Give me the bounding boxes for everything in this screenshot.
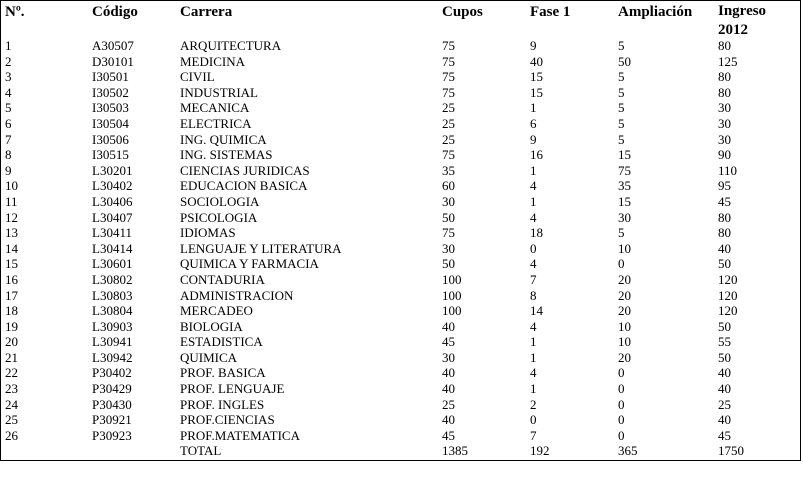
- cell-col-intake: 50: [718, 256, 731, 272]
- cell-col-intake: 80: [718, 69, 731, 85]
- cell-col-phase1: 4: [530, 318, 537, 334]
- cell-col-career: PSICOLOGIA: [180, 209, 258, 225]
- cell-col-code: I30502: [92, 84, 129, 100]
- cell-col-expansion: 20: [618, 287, 631, 303]
- cell-col-expansion: 0: [618, 412, 625, 428]
- cell-col-intake: 30: [718, 131, 731, 147]
- cell-col-career: CONTADURIA: [180, 271, 265, 287]
- cell-col-career: CIENCIAS JURIDICAS: [180, 162, 310, 178]
- cell-col-code: P30429: [92, 381, 132, 397]
- cell-col-career: ING. QUIMICA: [180, 131, 267, 147]
- cell-col-code: L30411: [92, 225, 132, 241]
- cell-col-number: 4: [5, 84, 12, 100]
- total-col-expansion: 365: [618, 443, 638, 459]
- header-col-code: Código: [92, 4, 138, 20]
- cell-col-code: L30804: [92, 303, 133, 319]
- cell-col-expansion: 0: [618, 396, 625, 412]
- cell-col-quota: 75: [442, 38, 455, 53]
- cell-col-phase1: 6: [530, 115, 537, 131]
- cell-col-code: L30803: [92, 287, 133, 303]
- cell-col-intake: 80: [718, 209, 731, 225]
- cell-col-quota: 30: [442, 193, 455, 209]
- cell-col-quota: 25: [442, 100, 455, 116]
- cell-col-intake: 40: [718, 381, 731, 397]
- cell-col-quota: 25: [442, 396, 455, 412]
- cell-col-number: 1: [5, 38, 12, 53]
- cell-col-intake: 80: [718, 38, 731, 53]
- cell-col-quota: 100: [442, 271, 462, 287]
- cell-col-quota: 75: [442, 225, 455, 241]
- cell-col-intake: 125: [718, 53, 738, 69]
- cell-col-phase1: 4: [530, 209, 537, 225]
- cell-col-code: I30504: [92, 115, 129, 131]
- cell-col-career: INDUSTRIAL: [180, 84, 258, 100]
- cell-col-intake: 25: [718, 396, 731, 412]
- cell-col-code: D30101: [92, 53, 134, 69]
- cell-col-phase1: 15: [530, 84, 543, 100]
- cell-col-quota: 50: [442, 209, 455, 225]
- cell-col-expansion: 10: [618, 240, 631, 256]
- cell-col-code: I30501: [92, 69, 129, 85]
- cell-col-expansion: 0: [618, 381, 625, 397]
- cell-col-quota: 40: [442, 318, 455, 334]
- cell-col-code: L30941: [92, 334, 133, 350]
- cell-col-number: 2: [5, 53, 12, 69]
- cell-col-quota: 75: [442, 84, 455, 100]
- cell-col-quota: 45: [442, 427, 455, 443]
- cell-col-intake: 45: [718, 193, 731, 209]
- cell-col-intake: 120: [718, 271, 738, 287]
- cell-col-quota: 40: [442, 365, 455, 381]
- cell-col-expansion: 35: [618, 178, 631, 194]
- cell-col-expansion: 50: [618, 53, 631, 69]
- cell-col-phase1: 16: [530, 147, 543, 163]
- cell-col-code: I30515: [92, 147, 129, 163]
- cell-col-intake: 95: [718, 178, 731, 194]
- cell-col-quota: 25: [442, 131, 455, 147]
- cell-col-career: LENGUAJE Y LITERATURA: [180, 240, 342, 256]
- cell-col-career: ESTADISTICA: [180, 334, 263, 350]
- cell-col-code: I30503: [92, 100, 129, 116]
- cell-col-code: L30942: [92, 349, 133, 365]
- cell-col-phase1: 0: [530, 240, 537, 256]
- cell-col-career: MERCADEO: [180, 303, 253, 319]
- cell-col-code: A30507: [92, 38, 134, 53]
- cell-col-intake: 90: [718, 147, 731, 163]
- cell-col-number: 8: [5, 147, 12, 163]
- cell-col-career: EDUCACION BASICA: [180, 178, 308, 194]
- cell-col-number: 18: [5, 303, 18, 319]
- header-col-quota: Cupos: [442, 4, 483, 20]
- cell-col-career: QUIMICA Y FARMACIA: [180, 256, 319, 272]
- cell-col-phase1: 4: [530, 178, 537, 194]
- cell-col-number: 17: [5, 287, 18, 303]
- cell-col-intake: 50: [718, 349, 731, 365]
- cell-col-expansion: 15: [618, 147, 631, 163]
- cell-col-code: I30506: [92, 131, 129, 147]
- cell-col-number: 5: [5, 100, 12, 116]
- header-col-number: Nº.: [5, 4, 25, 20]
- cell-col-intake: 120: [718, 287, 738, 303]
- cell-col-code: L30601: [92, 256, 133, 272]
- cell-col-phase1: 1: [530, 193, 537, 209]
- cell-col-code: L30407: [92, 209, 133, 225]
- cell-col-quota: 75: [442, 53, 455, 69]
- cell-col-expansion: 10: [618, 318, 631, 334]
- cell-col-quota: 30: [442, 240, 455, 256]
- cell-col-code: L30802: [92, 271, 133, 287]
- cell-col-career: CIVIL: [180, 69, 215, 85]
- total-col-code: [92, 443, 180, 459]
- cell-col-expansion: 0: [618, 256, 625, 272]
- cell-col-number: 10: [5, 178, 18, 194]
- cell-col-career: PROF. LENGUAJE: [180, 381, 285, 397]
- cell-col-code: P30923: [92, 427, 132, 443]
- cell-col-quota: 25: [442, 115, 455, 131]
- cell-col-expansion: 0: [618, 365, 625, 381]
- cell-col-code: P30430: [92, 396, 132, 412]
- cell-col-number: 6: [5, 115, 12, 131]
- cell-col-phase1: 4: [530, 256, 537, 272]
- cell-col-expansion: 15: [618, 193, 631, 209]
- cell-col-code: L30201: [92, 162, 133, 178]
- cell-col-expansion: 30: [618, 209, 631, 225]
- cell-col-expansion: 0: [618, 427, 625, 443]
- cell-col-expansion: 5: [618, 115, 625, 131]
- cell-col-quota: 60: [442, 178, 455, 194]
- cell-col-career: ARQUITECTURA: [180, 38, 282, 53]
- cell-col-career: SOCIOLOGIA: [180, 193, 260, 209]
- cell-col-intake: 40: [718, 240, 731, 256]
- total-col-quota: 1385: [442, 443, 468, 459]
- cell-col-quota: 30: [442, 349, 455, 365]
- cell-col-number: 14: [5, 240, 18, 256]
- cell-col-career: ADMINISTRACION: [180, 287, 294, 303]
- cell-col-career: PROF.CIENCIAS: [180, 412, 275, 428]
- cell-col-expansion: 10: [618, 334, 631, 350]
- cell-col-phase1: 9: [530, 38, 537, 53]
- cell-col-number: 20: [5, 334, 18, 350]
- cell-col-quota: 75: [442, 69, 455, 85]
- cell-col-quota: 100: [442, 287, 462, 303]
- cell-col-intake: 50: [718, 318, 731, 334]
- cell-col-expansion: 5: [618, 84, 625, 100]
- cell-col-number: 24: [5, 396, 18, 412]
- cell-col-quota: 75: [442, 147, 455, 163]
- cell-col-number: 26: [5, 427, 18, 443]
- cell-col-phase1: 14: [530, 303, 543, 319]
- cell-col-career: QUIMICA: [180, 349, 238, 365]
- cell-col-intake: 30: [718, 115, 731, 131]
- cell-col-number: 11: [5, 193, 18, 209]
- header-col-career: Carrera: [180, 4, 233, 20]
- cell-col-number: 7: [5, 131, 12, 147]
- cell-col-expansion: 75: [618, 162, 631, 178]
- cell-col-expansion: 5: [618, 225, 625, 241]
- cell-col-number: 16: [5, 271, 18, 287]
- cell-col-expansion: 20: [618, 349, 631, 365]
- total-col-career: TOTAL: [180, 443, 222, 459]
- cell-col-number: 3: [5, 69, 12, 85]
- cell-col-expansion: 5: [618, 69, 625, 85]
- cell-col-phase1: 7: [530, 427, 537, 443]
- cell-col-code: P30921: [92, 412, 132, 428]
- total-col-intake: 1750: [718, 443, 744, 459]
- cell-col-code: L30406: [92, 193, 133, 209]
- cell-col-phase1: 7: [530, 271, 537, 287]
- cell-col-number: 13: [5, 225, 18, 241]
- header-col-phase1: Fase 1: [530, 4, 571, 20]
- cell-col-phase1: 15: [530, 69, 543, 85]
- cell-col-quota: 35: [442, 162, 455, 178]
- cell-col-code: L30414: [92, 240, 133, 256]
- total-col-phase1: 192: [530, 443, 550, 459]
- cell-col-number: 23: [5, 381, 18, 397]
- cell-col-phase1: 9: [530, 131, 537, 147]
- cell-col-expansion: 5: [618, 38, 625, 53]
- cell-col-number: 12: [5, 209, 18, 225]
- cell-col-number: 9: [5, 162, 12, 178]
- cell-col-career: PROF. INGLES: [180, 396, 265, 412]
- cell-col-code: L30903: [92, 318, 133, 334]
- header-col-expansion: Ampliación: [618, 4, 693, 20]
- cell-col-number: 19: [5, 318, 18, 334]
- cell-col-intake: 55: [718, 334, 731, 350]
- cell-col-phase1: 1: [530, 349, 537, 365]
- cell-col-career: MEDICINA: [180, 53, 245, 69]
- cell-col-career: PROF. BASICA: [180, 365, 266, 381]
- cell-col-intake: 110: [718, 162, 738, 178]
- cell-col-expansion: 5: [618, 100, 625, 116]
- cell-col-phase1: 1: [530, 334, 537, 350]
- cell-col-phase1: 1: [530, 162, 537, 178]
- cell-col-expansion: 5: [618, 131, 625, 147]
- cell-col-intake: 30: [718, 100, 731, 116]
- cell-col-career: PROF.MATEMATICA: [180, 427, 300, 443]
- cell-col-phase1: 18: [530, 225, 543, 241]
- cell-col-code: L30402: [92, 178, 133, 194]
- cell-col-expansion: 20: [618, 271, 631, 287]
- cell-col-code: P30402: [92, 365, 132, 381]
- cell-col-phase1: 0: [530, 412, 537, 428]
- cell-col-intake: 80: [718, 225, 731, 241]
- cell-col-phase1: 4: [530, 365, 537, 381]
- cell-col-career: ING. SISTEMAS: [180, 147, 273, 163]
- cell-col-number: 21: [5, 349, 18, 365]
- cell-col-intake: 45: [718, 427, 731, 443]
- cell-col-phase1: 1: [530, 381, 537, 397]
- cell-col-phase1: 8: [530, 287, 537, 303]
- cell-col-quota: 100: [442, 303, 462, 319]
- cell-col-intake: 40: [718, 412, 731, 428]
- cell-col-number: 15: [5, 256, 18, 272]
- cell-col-number: 25: [5, 412, 18, 428]
- cell-col-quota: 45: [442, 334, 455, 350]
- cell-col-career: BIOLOGIA: [180, 318, 243, 334]
- total-col-number: [5, 443, 92, 459]
- cell-col-quota: 40: [442, 381, 455, 397]
- cell-col-intake: 120: [718, 303, 738, 319]
- cell-col-intake: 80: [718, 84, 731, 100]
- cell-col-quota: 50: [442, 256, 455, 272]
- cell-col-career: ELECTRICA: [180, 115, 252, 131]
- cell-col-phase1: 1: [530, 100, 537, 116]
- cell-col-phase1: 40: [530, 53, 543, 69]
- cell-col-career: IDIOMAS: [180, 225, 236, 241]
- cell-col-quota: 40: [442, 412, 455, 428]
- cell-col-expansion: 20: [618, 303, 631, 319]
- cell-col-phase1: 2: [530, 396, 537, 412]
- cell-col-intake: 40: [718, 365, 731, 381]
- cell-col-career: MECANICA: [180, 100, 250, 116]
- header-col-intake: Ingreso 2012: [718, 3, 767, 38]
- cell-col-number: 22: [5, 365, 18, 381]
